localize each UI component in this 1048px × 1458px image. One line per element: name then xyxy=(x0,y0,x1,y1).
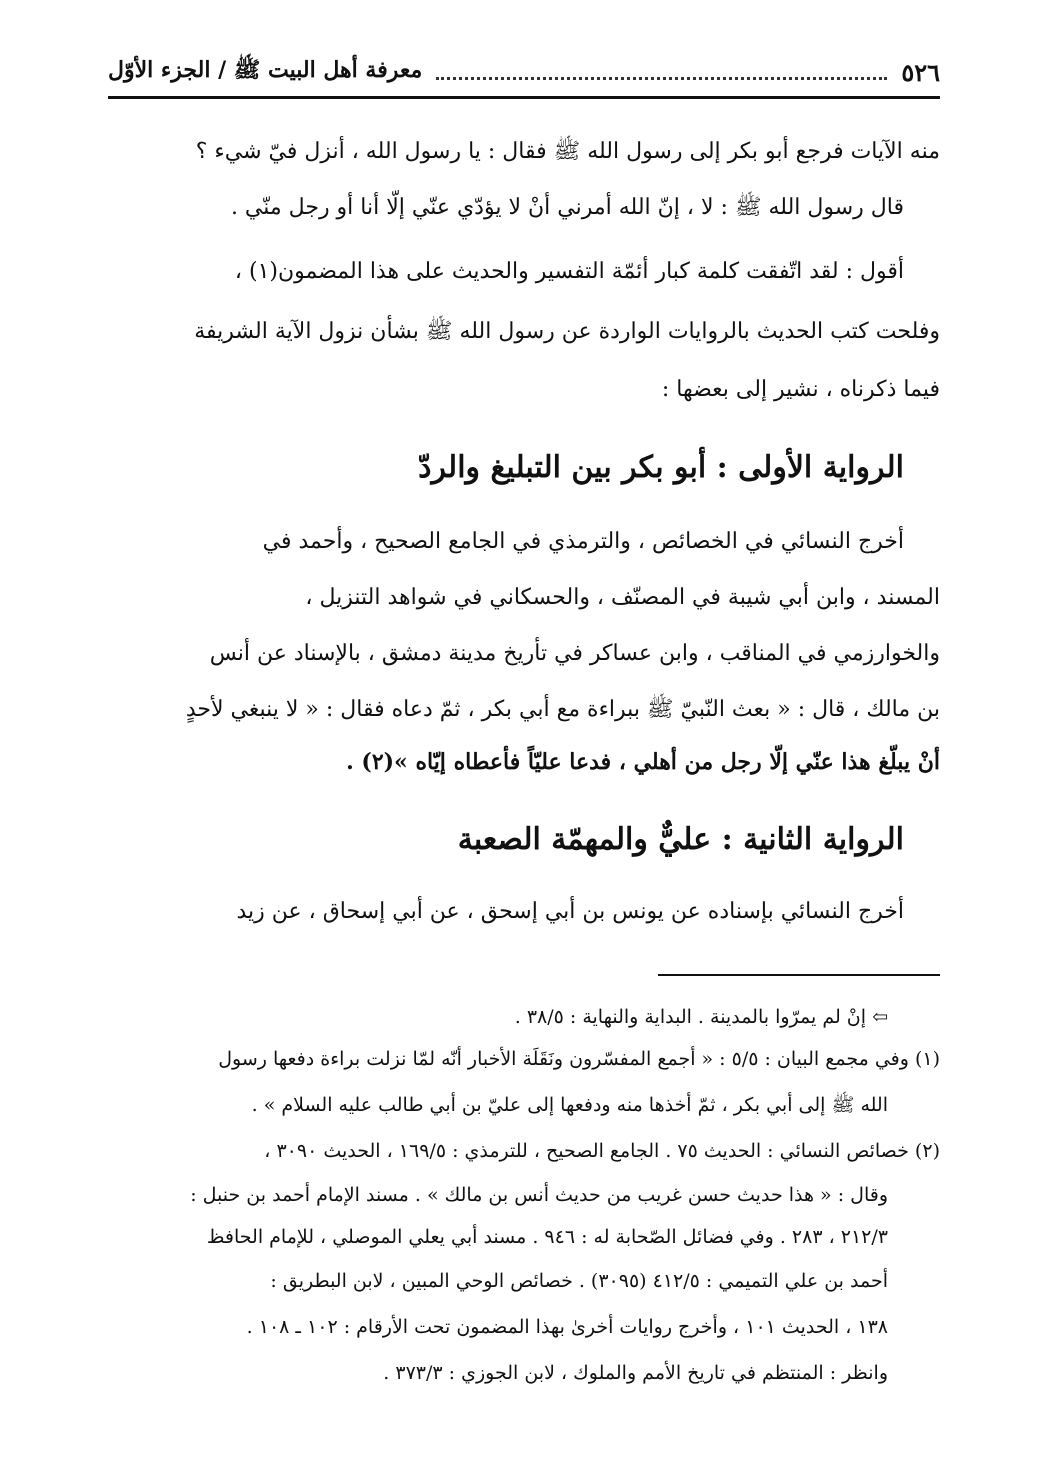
header-rule xyxy=(108,96,940,99)
body-line: قال رسول الله ﷺ : لا ، إنّ الله أمرني أنْ لا يؤدّي عنّي إلّا أنا أو رجل منّي . xyxy=(230,195,904,220)
body-line: والخوارزمي في المناقب ، وابن عساكر في تأريخ مدينة دمشق ، بالإسناد عن أنس xyxy=(209,641,940,666)
footnote-line: ١٣٨ ، الحديث ١٠١ ، وأخرج روايات أخرىٰ بهذا المضمون تحت الأرقام : ١٠٢ ـ ١٠٨ . xyxy=(246,1316,888,1338)
footnote-line: ⇦ إنْ لم يمرّوا بالمدينة . البداية والنهاية : ٣٨/٥ . xyxy=(514,1006,888,1028)
body-line: أخرج النسائي في الخصائص ، والترمذي في الجامع الصحيح ، وأحمد في xyxy=(262,529,904,554)
body-line: أخرج النسائي بإسناده عن يونس بن أبي إسحق ، عن أبي إسحاق ، عن زيد xyxy=(236,899,904,924)
body-line: فيما ذكرناه ، نشير إلى بعضها : xyxy=(661,377,940,402)
footnote-line: وقال : « هذا حديث حسن غريب من حديث أنس بن مالك » . مسند الإمام أحمد بن حنبل : xyxy=(190,1184,888,1206)
footnote-line: الله ﷺ إلى أبي بكر ، ثمّ أخذها منه ودفعها إلى عليّ بن أبي طالب عليه السلام » . xyxy=(251,1094,888,1116)
body-line: المسند ، وابن أبي شيبة في المصنّف ، والحسكاني في شواهد التنزيل ، xyxy=(305,585,940,610)
page-header xyxy=(108,52,940,92)
running-title: معرفة أهل البيت ﷺ / الجزء الأوّل xyxy=(108,57,423,83)
body-line: أنْ يبلّغ هذا عنّي إلّا رجل من أهلي ، فدعا عليّاً فأعطاه إيّاه »(٢) . xyxy=(346,749,940,775)
footnote-line: أحمد بن علي التميمي : ٤١٢/٥ (٣٠٩٥) . خصائص الوحي المبين ، لابن البطريق : xyxy=(270,1270,888,1292)
footnote-separator xyxy=(658,974,940,976)
footnote-line: (٢) خصائص النسائي : الحديث ٧٥ . الجامع الصحيح ، للترمذي : ١٦٩/٥ ، الحديث ٣٠٩٠ ، xyxy=(264,1140,940,1162)
footnote-line: (١) وفي مجمع البيان : ٥/٥ : « أجمع المفسّرون ونَقَلَة الأخبار أنّه لمّا نزلت براءة دفعها رسول xyxy=(218,1048,940,1070)
header-dot-leader xyxy=(436,77,887,80)
section-heading: الرواية الثانية : عليٌّ والمهمّة الصعبة xyxy=(457,822,904,857)
body-line: بن مالك ، قال : « بعث النّبيّ ﷺ ببراءة مع أبي بكر ، ثمّ دعاه فقال : « لا ينبغي لأحدٍ xyxy=(185,697,940,722)
footnote-line: ٢١٢/٣ ، ٢٨٣ . وفي فضائل الصّحابة له : ٩٤٦ . مسند أبي يعلي الموصلي ، للإمام الحافظ xyxy=(206,1226,888,1248)
body-line: أقول : لقد اتّفقت كلمة كبار أئمّة التفسير والحديث على هذا المضمون(١) ، xyxy=(234,259,904,284)
footnote-line: وانظر : المنتظم في تاريخ الأمم والملوك ، لابن الجوزي : ٣٧٣/٣ . xyxy=(383,1362,888,1384)
page-number: ٥٢٦ xyxy=(901,57,940,87)
section-heading: الرواية الأولى : أبو بكر بين التبليغ والردّ xyxy=(418,450,904,485)
body-line: وفلحت كتب الحديث بالروايات الواردة عن رسول الله ﷺ بشأن نزول الآية الشريفة xyxy=(194,319,940,344)
body-line: منه الآيات فرجع أبو بكر إلى رسول الله ﷺ فقال : يا رسول الله ، أنزل فيّ شيء ؟ xyxy=(195,139,940,164)
